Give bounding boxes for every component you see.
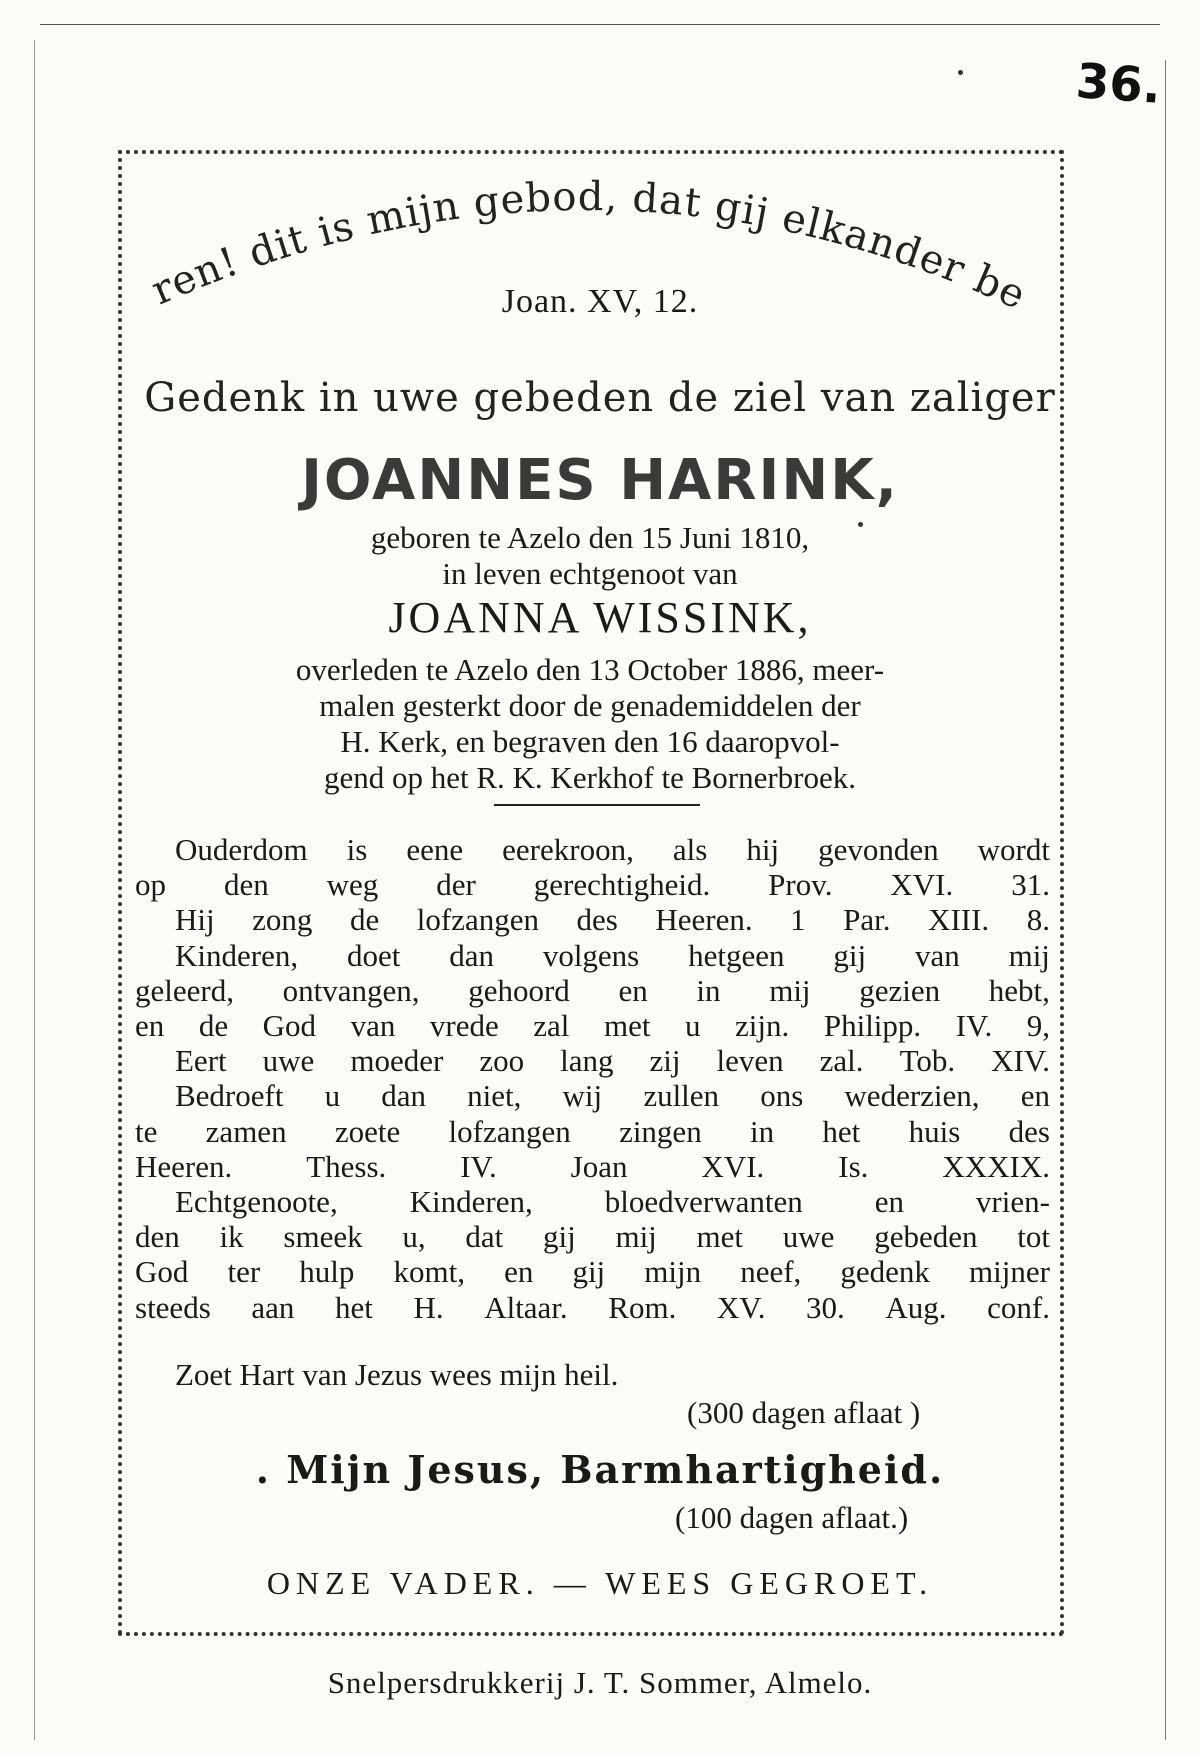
verse-word: den (223, 867, 269, 903)
verse-word: Joan (570, 1148, 628, 1184)
verse-line (135, 938, 1050, 973)
marital-line: in leven echtgenoot van (442, 556, 738, 591)
verse-word: zamen (205, 1113, 287, 1149)
verse-line (135, 1254, 1050, 1289)
verse-word: XIII. (928, 902, 990, 938)
verse-word: ons (760, 1078, 804, 1114)
verse-line (135, 867, 1050, 902)
verse-word: zijn. (735, 1008, 790, 1044)
verse-word: en (504, 1254, 534, 1290)
arc-quote-text: ren! dit is mijn gebod, dat gij elkander be (144, 173, 1034, 320)
verse-word: zong (252, 902, 313, 938)
verse-word: de (349, 902, 380, 938)
verse-word: gezien (859, 972, 941, 1008)
verse-word: zingen (619, 1113, 702, 1149)
verse-word: met (696, 1219, 744, 1255)
death-line: gend op het R. K. Kerkhof te Bornerbroek. (323, 760, 857, 795)
verse-line (135, 832, 1050, 867)
verse-word: weg (326, 867, 379, 903)
verse-line (135, 1008, 1050, 1043)
verse-word: neef, (740, 1254, 802, 1290)
verse-word: dan (381, 1078, 427, 1114)
verse-word: en (874, 1184, 904, 1220)
verse-word: doet (346, 937, 401, 973)
verse-word: Altaar. (484, 1289, 568, 1325)
verse-line (135, 902, 1050, 937)
death-line: overleden te Azelo den 13 October 1886, meer- (295, 652, 885, 687)
verse-word: mij (615, 1219, 657, 1255)
verse-word: gij (833, 937, 867, 973)
verse-word: uwe (262, 1043, 315, 1079)
verse-word: den (135, 1219, 180, 1255)
verse-word: Thess. (306, 1148, 387, 1184)
verse-word: Prov. (768, 867, 833, 903)
verse-word: God (135, 1254, 189, 1290)
verse-word: komt, (393, 1254, 465, 1290)
heart-prayer: Zoet Hart van Jezus wees mijn heil. (175, 1357, 619, 1392)
verse-word: huis (908, 1113, 961, 1149)
verse-line (135, 1184, 1050, 1219)
verse-word: in (750, 1113, 775, 1149)
verse-word: XVI. (701, 1148, 765, 1184)
verse-word: Kinderen, (409, 1184, 533, 1220)
verse-word: gebeden (874, 1219, 978, 1255)
verse-word: gij (542, 1219, 576, 1255)
verse-word: 31. (1011, 867, 1050, 903)
closing-prayers: ONZE VADER. — WEES GEGROET. (266, 1565, 934, 1601)
verse-line (135, 1043, 1050, 1078)
verse-word: is (346, 832, 368, 867)
verse-word: vrede (429, 1008, 499, 1044)
verse-word: aan (251, 1289, 295, 1325)
verse-word: vrien- (975, 1184, 1050, 1220)
verse-word: eene (406, 832, 464, 867)
printer-imprint: Snelpersdrukkerij J. T. Sommer, Almelo. (327, 1665, 873, 1700)
verse-word: zij (649, 1043, 681, 1079)
scripture-verses (135, 832, 1050, 1325)
verse-word: eerekroon, (502, 832, 634, 867)
verse-word: het (822, 1113, 861, 1149)
verse-word: u (685, 1008, 701, 1044)
verse-word: zoete (334, 1113, 401, 1149)
indulgence-note-300: (300 dagen aflaat ) (687, 1395, 921, 1430)
verse-word: u, (402, 1219, 426, 1255)
verse-word: H. (413, 1289, 444, 1325)
indulgence-note-100: (100 dagen aflaat.) (675, 1500, 909, 1535)
verse-word: hulp (299, 1254, 355, 1290)
verse-word: volgens (542, 937, 640, 973)
verse-word: tot (1017, 1219, 1050, 1255)
verse-word: uwe (782, 1219, 835, 1255)
scripture-reference: Joan. XV, 12. (501, 283, 699, 320)
print-speck (858, 522, 863, 527)
verse-word: conf. (987, 1289, 1050, 1325)
verse-word: Is. (838, 1148, 869, 1184)
verse-word: zal (533, 1008, 570, 1044)
verse-word: Hij (175, 902, 215, 938)
verse-word: u (324, 1078, 341, 1114)
deceased-name: JOANNES HARINK, (301, 448, 899, 513)
death-line: H. Kerk, en begraven den 16 daaropvol- (340, 724, 840, 759)
verse-word: Tob. (899, 1043, 956, 1079)
verse-word: en (135, 1008, 165, 1044)
arched-scripture-quote (118, 140, 1064, 360)
verse-word: XVI. (890, 867, 954, 903)
death-line: malen gesterkt door de genademiddelen der (319, 688, 861, 723)
verse-word: IV. (955, 1008, 993, 1044)
verse-word: IV. (460, 1148, 497, 1184)
verse-word: het (334, 1289, 373, 1325)
verse-word: op (135, 867, 166, 903)
verse-word: Eert (175, 1043, 227, 1079)
verse-word: zoo (479, 1043, 525, 1079)
verse-word: Kinderen, (175, 937, 299, 973)
verse-word: te (135, 1113, 158, 1149)
verse-word: mijn (644, 1254, 702, 1290)
verse-word: hebt, (988, 972, 1050, 1008)
verse-line (135, 1078, 1050, 1113)
mercy-prayer: . Mijn Jesus, Barmhartigheid. (255, 1447, 945, 1492)
verse-word: 1 (790, 902, 806, 938)
verse-word: 8. (1026, 902, 1050, 938)
verse-word: XIV. (991, 1043, 1050, 1079)
verse-word: gedenk (840, 1254, 930, 1290)
verse-word: in (696, 972, 721, 1008)
death-details (130, 652, 1050, 796)
verse-word: leven (716, 1043, 784, 1079)
verse-word: lofzangen (448, 1113, 571, 1149)
verse-line (135, 1219, 1050, 1254)
verse-word: Heeren. (135, 1148, 233, 1184)
verse-word: Philipp. (823, 1008, 922, 1044)
verse-word: Rom. (608, 1289, 677, 1325)
verse-word: bloedverwanten (604, 1184, 803, 1220)
verse-word: Bedroeft (175, 1078, 284, 1114)
verse-word: moeder (350, 1043, 444, 1079)
verse-word: Par. (843, 902, 891, 938)
verse-word: Echtgenoote, (175, 1184, 338, 1220)
scan-edge-top (40, 24, 1160, 25)
verse-word: wij (562, 1078, 603, 1114)
verse-word: Aug. (885, 1289, 947, 1325)
verse-line (135, 973, 1050, 1008)
verse-line (135, 1149, 1050, 1184)
spouse-name: JOANNA WISSINK, (388, 593, 812, 642)
verse-word: hij (746, 832, 780, 867)
verse-word: der (436, 867, 476, 903)
verse-word: zullen (643, 1078, 720, 1114)
verse-word: en (618, 972, 648, 1008)
verse-word: dat (465, 1219, 504, 1255)
verse-word: lofzangen (416, 902, 539, 938)
verse-word: de (198, 1008, 229, 1044)
verse-word: en (1020, 1078, 1050, 1114)
verse-word: van (914, 937, 960, 973)
verse-word: wordt (977, 832, 1050, 867)
verse-word: XV. (716, 1289, 766, 1325)
verse-word: steeds (135, 1289, 211, 1325)
verse-word: mijner (969, 1254, 1050, 1290)
verse-word: mij (1008, 937, 1050, 973)
birth-details (130, 520, 1050, 592)
verse-line (135, 1290, 1050, 1325)
verse-word: van (350, 1008, 396, 1044)
verse-word: niet, (467, 1078, 522, 1114)
verse-word: 9, (1026, 1008, 1050, 1044)
verse-word: zal. (819, 1043, 864, 1079)
verse-word: des (576, 902, 618, 938)
verse-word: gehoord (468, 972, 570, 1008)
verse-word: dan (449, 937, 494, 973)
verse-word: God (262, 1008, 317, 1044)
section-divider (494, 804, 700, 806)
verse-word: hetgeen (688, 937, 785, 973)
verse-word: als (672, 832, 708, 867)
verse-word: Ouderdom (175, 832, 308, 867)
verse-word: gevonden (818, 832, 939, 867)
verse-word: mij (769, 972, 811, 1008)
verse-word: XXXIX. (942, 1148, 1050, 1184)
verse-word: 30. (806, 1289, 845, 1325)
verse-word: wederzien, (844, 1078, 980, 1114)
verse-line (135, 1114, 1050, 1149)
verse-word: des (1008, 1113, 1050, 1149)
verse-word: geleerd, (135, 972, 234, 1008)
verse-word: gerechtigheid. (533, 867, 711, 903)
verse-word: lang (560, 1043, 614, 1079)
birth-line: geboren te Azelo den 15 Juni 1810, (370, 520, 810, 555)
verse-word: ik (219, 1219, 244, 1255)
gothic-intro-line: Gedenk in uwe gebeden de ziel van zaliger (144, 375, 1056, 421)
verse-word: ter (227, 1254, 261, 1290)
verse-word: met (603, 1008, 651, 1044)
verse-word: Heeren. (655, 902, 753, 938)
verse-word: smeek (283, 1219, 363, 1255)
print-speck (958, 70, 963, 75)
verse-word: gij (572, 1254, 606, 1290)
verse-word: ontvangen, (282, 972, 420, 1008)
handwritten-page-number: 36. (1074, 53, 1163, 115)
